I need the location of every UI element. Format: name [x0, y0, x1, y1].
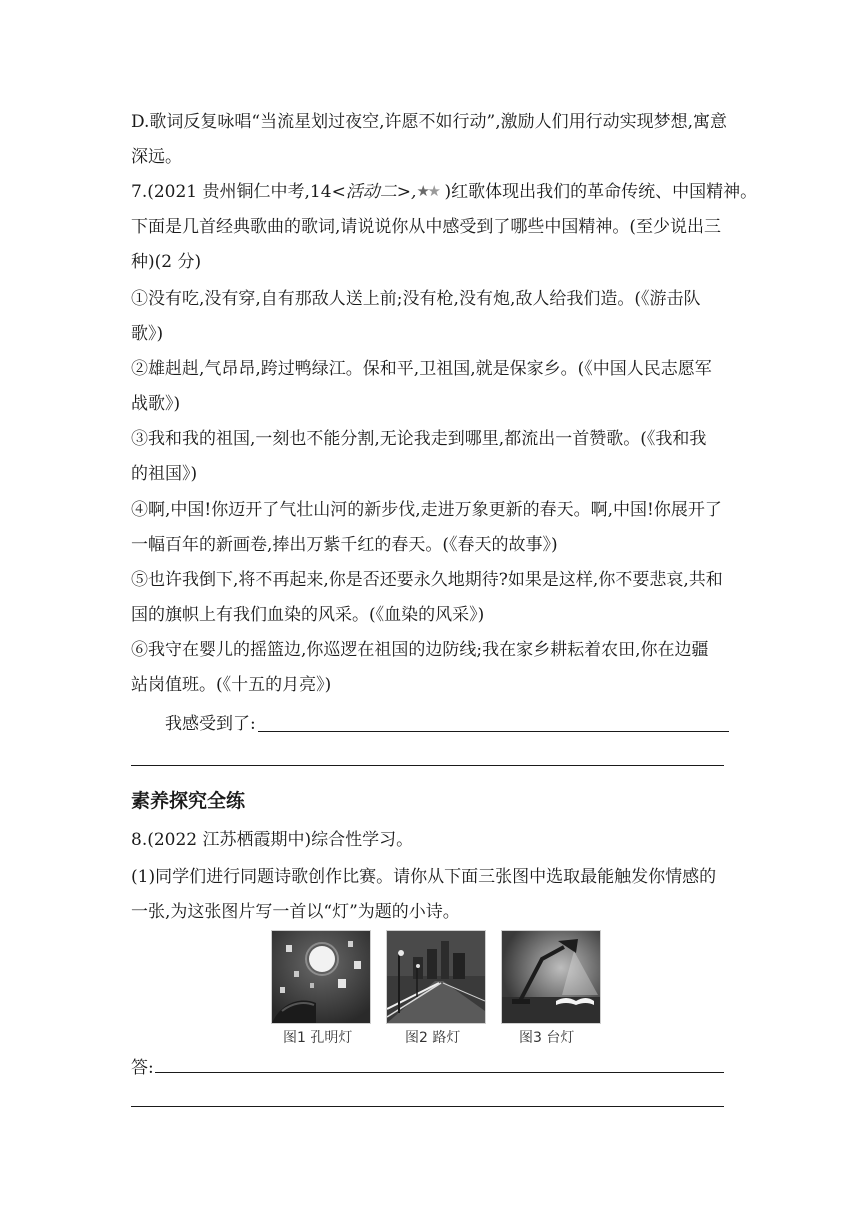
- q8-answer-line-2[interactable]: [131, 1106, 724, 1107]
- figure-1-caption: 图1 孔明灯: [283, 1030, 353, 1046]
- q6-option-d-line2: 深远。: [131, 147, 182, 167]
- lyric-4-line2: 一幅百年的新画卷,捧出万紫千红的春天。(《春天的故事》): [131, 535, 558, 555]
- lyric-2-line1: ②雄赳赳,气昂昂,跨过鸭绿江。保和平,卫祖国,就是保家乡。(《中国人民志愿军: [131, 359, 712, 379]
- lyric-1-line2: 歌》): [131, 324, 164, 344]
- lyric-6-line2: 站岗值班。(《十五的月亮》): [131, 675, 332, 695]
- sky-lantern-photo: [271, 930, 371, 1024]
- lyric-5-line2: 国的旗帜上有我们血染的风采。(《血染的风采》): [131, 605, 485, 625]
- street-lamp-photo: [386, 930, 486, 1024]
- q8-part1-line1: (1)同学们进行同题诗歌创作比赛。请你从下面三张图中选取最能触发你情感的: [131, 867, 717, 887]
- lyric-5-line1: ⑤也许我倒下,将不再起来,你是否还要永久地期待?如果是这样,你不要悲哀,共和: [131, 570, 723, 590]
- two-star-difficulty-icon: ★ ★: [416, 182, 441, 200]
- q8-part1-line2: 一张,为这张图片写一首以“灯”为题的小诗。: [131, 902, 460, 922]
- lyric-6-line1: ⑥我守在婴儿的摇篮边,你巡逻在祖国的边防线;我在家乡耕耘着农田,你在边疆: [131, 640, 709, 660]
- q8-answer-line-1[interactable]: [155, 1072, 724, 1073]
- q7-stem-line2: 下面是几首经典歌曲的歌词,请说说你从中感受到了哪些中国精神。(至少说出三: [131, 217, 722, 237]
- q7-stem-line1: [131, 180, 758, 204]
- lyric-2-line2: 战歌》): [131, 394, 181, 414]
- q7-stem-line3: 种)(2 分): [131, 252, 202, 272]
- q7-answer-label: 我感受到了:: [165, 714, 256, 734]
- q6-option-d-line1: D.歌词反复咏唱“当流星划过夜空,许愿不如行动”,激励人们用行动实现梦想,寓意: [131, 112, 728, 132]
- q8-stem: 8.(2022 江苏栖霞期中)综合性学习。: [131, 830, 414, 850]
- lyric-1-line1: ①没有吃,没有穿,自有那敌人送上前;没有枪,没有炮,敌人给我们造。(《游击队: [131, 289, 701, 309]
- lyric-3-line2: 的祖国》): [131, 464, 198, 484]
- desk-lamp-photo: [501, 930, 601, 1024]
- figure-2-caption: 图2 路灯: [405, 1030, 461, 1046]
- q7-stem-after-stars: )红歌体现出我们的革命传统、中国精神。: [444, 182, 758, 202]
- figure-3-caption: 图3 台灯: [519, 1030, 575, 1046]
- q8-answer-label: 答:: [131, 1058, 154, 1078]
- q7-answer-line-1[interactable]: [258, 731, 729, 732]
- lyric-3-line1: ③我和我的祖国,一刻也不能分割,无论我走到哪里,都流出一首赞歌。(《我和我: [131, 429, 707, 449]
- q7-activity: <活动二>,: [331, 182, 417, 202]
- lyric-4-line1: ④啊,中国!你迈开了气壮山河的新步伐,走进万象更新的春天。啊,中国!你展开了: [131, 500, 722, 520]
- q7-prefix: 7.(2021 贵州铜仁中考,14: [131, 182, 332, 202]
- section-title: 素养探究全练: [131, 790, 246, 812]
- q7-answer-line-2[interactable]: [131, 765, 724, 766]
